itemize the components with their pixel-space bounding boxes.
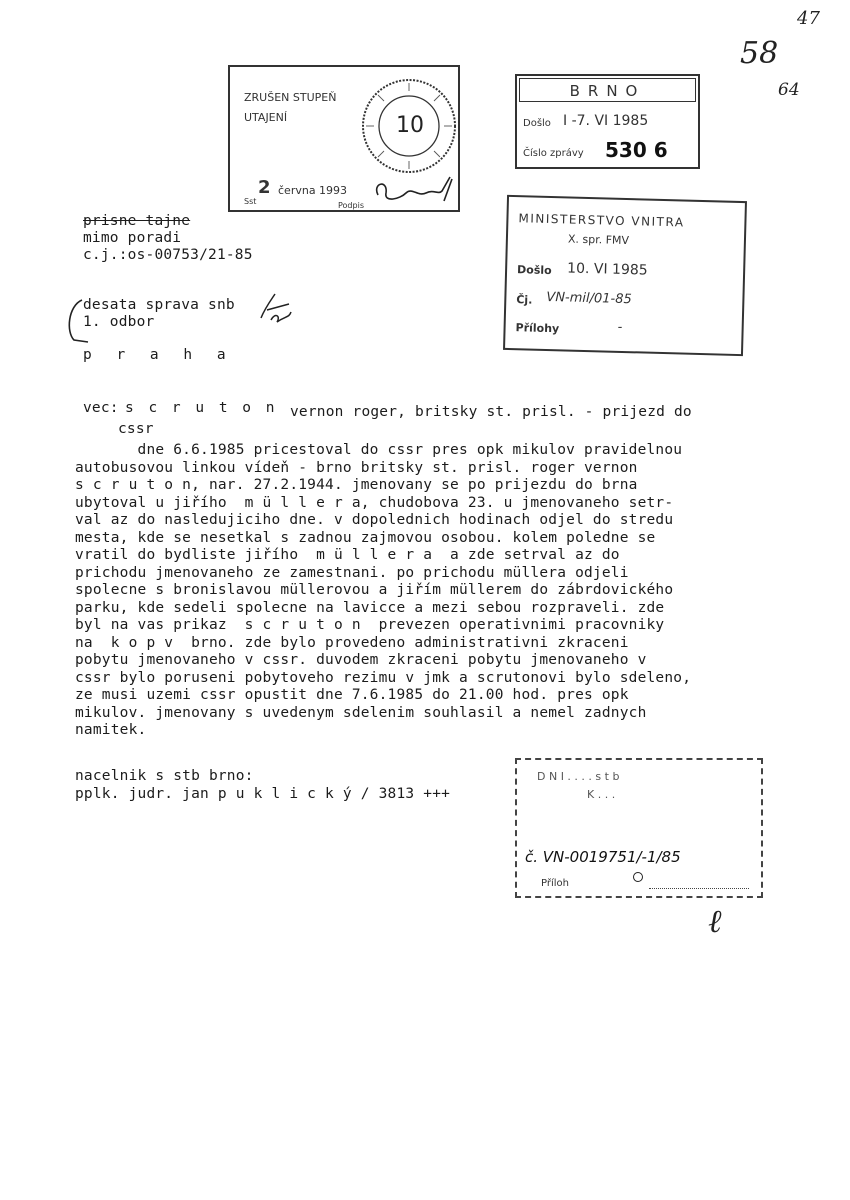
ministry-cj-label: Čj. bbox=[516, 293, 533, 307]
stamp-abbr-left: Sst bbox=[244, 197, 257, 206]
body-line: val az do nasledujiciho dne. v dopolednich hodinach odjel do stredu bbox=[75, 512, 674, 528]
stamp-line-2: UTAJENÍ bbox=[244, 111, 288, 124]
body-line: ubytoval u jiřího m ü l l e r a, chudobova 23. u jmenovaneho setr- bbox=[75, 494, 674, 511]
page-number-mark: 47 bbox=[797, 8, 820, 29]
city: p r a h a bbox=[83, 347, 234, 363]
bottom-registry-stamp bbox=[515, 758, 763, 898]
addressee-line-2: 1. odbor bbox=[83, 314, 155, 330]
body-line: prichodu jmenovaneho ze zamestnani. po prichodu müllera odjeli bbox=[75, 564, 629, 581]
brno-number-value: 530 6 bbox=[605, 138, 668, 162]
body-line: namitek. bbox=[75, 722, 147, 738]
reference-number: c.j.:os-00753/21-85 bbox=[83, 247, 253, 263]
stamp-line-1: ZRUŠEN STUPEŇ bbox=[244, 91, 337, 104]
subject-text-2: cssr bbox=[118, 421, 154, 437]
ministry-doslo-value: 10. VI 1985 bbox=[566, 260, 648, 279]
body-line: mesta, kde se nesetkal s zadnou zajmovou osobou. kolem poledne se bbox=[75, 529, 656, 546]
ministry-stamp bbox=[503, 195, 747, 356]
brno-receipt-stamp bbox=[515, 74, 700, 169]
stamp-abbr-right: Podpis bbox=[338, 201, 364, 210]
body-line: parku, kde sedeli spolecne na lavicce a mezi sebou rozpraveli. zde bbox=[75, 599, 665, 616]
addressee-line-1: desata sprava snb bbox=[83, 297, 235, 313]
report-body bbox=[75, 442, 795, 740]
body-line: mikulov. jmenovany s uvedenym sdelenim souhlasil a nemel zadnych bbox=[75, 704, 647, 721]
body-line: spolecne s bronislavou müllerovou a jiřím müllerem do zábrdovického bbox=[75, 582, 674, 598]
ministry-line-2: X. spr. FMV bbox=[567, 232, 630, 248]
ministry-doslo-label: Došlo bbox=[516, 263, 552, 278]
ministry-cj-value: VN-mil/01-85 bbox=[546, 289, 632, 308]
body-line: byl na vas prikaz s c r u t o n prevezen operativnimi pracovniky bbox=[75, 617, 665, 633]
ministry-prilohy-label: Přílohy bbox=[515, 321, 560, 336]
subject-text: vernon roger, britsky st. prisl. - prijezd do bbox=[290, 404, 692, 420]
body-line: s c r u t o n, nar. 27.2.1944. jmenovany se po prijezdu do brna bbox=[75, 477, 638, 493]
priority: mimo poradi bbox=[83, 230, 182, 246]
brno-number-label: Číslo zprávy bbox=[523, 148, 584, 159]
bottom-stamp-label: Příloh bbox=[541, 878, 569, 889]
body-line: vratil do bydliste jiřího m ü l l e r a a zde setrval az do bbox=[75, 547, 620, 563]
brno-city: BRNO bbox=[569, 82, 646, 100]
stamp-date-text: června 1993 bbox=[278, 184, 348, 197]
bottom-stamp-cj: č. VN-0019751/-1/85 bbox=[525, 848, 681, 866]
body-line: na k o p v brno. zde bylo provedeno administrativni zkraceni bbox=[75, 634, 629, 651]
folio-number-mark: 58 bbox=[740, 36, 779, 71]
seal-number: 10 bbox=[396, 113, 424, 138]
signature-name: pplk. judr. jan p u k l i c k ý / 3813 +++ bbox=[75, 786, 451, 802]
initial-mark: ℓ bbox=[708, 902, 722, 940]
handwritten-initials bbox=[255, 290, 295, 326]
brno-date-label: Došlo bbox=[523, 118, 551, 129]
sub-number-mark: 64 bbox=[778, 80, 800, 100]
bottom-stamp-line-2: K . . . bbox=[587, 788, 616, 801]
body-line: autobusovou linkou vídeň - brno britsky st. prisl. roger vernon bbox=[75, 459, 638, 476]
subject-label: vec: bbox=[83, 400, 119, 416]
subject-name: s c r u t o n bbox=[125, 400, 278, 416]
brno-date-value: I -7. VI 1985 bbox=[563, 113, 649, 129]
ministry-line-1: MINISTERSTVO VNITRA bbox=[518, 211, 685, 230]
stamp-date-day: 2 bbox=[258, 177, 271, 198]
classification: prisne tajne bbox=[83, 213, 191, 229]
body-line: dne 6.6.1985 pricestoval do cssr pres opk mikulov pravidelnou bbox=[75, 442, 683, 458]
ministry-prilohy-value: - bbox=[617, 319, 623, 335]
body-line: ze musi uzemi cssr opustit dne 7.6.1985 do 21.00 hod. pres opk bbox=[75, 687, 629, 703]
signature-title: nacelnik s stb brno: bbox=[75, 768, 254, 784]
body-line: cssr bylo poruseni pobytoveho rezimu v jmk a scrutonovi bylo sdeleno, bbox=[75, 669, 692, 686]
bottom-stamp-line-1: D N I . . . . s t b bbox=[537, 770, 620, 783]
signature-scribble bbox=[370, 173, 458, 209]
declassification-stamp bbox=[228, 65, 460, 212]
body-line: pobytu jmenovaneho v cssr. duvodem zkraceni pobytu jmenovaneho v bbox=[75, 652, 647, 668]
handwritten-bracket bbox=[62, 296, 92, 346]
